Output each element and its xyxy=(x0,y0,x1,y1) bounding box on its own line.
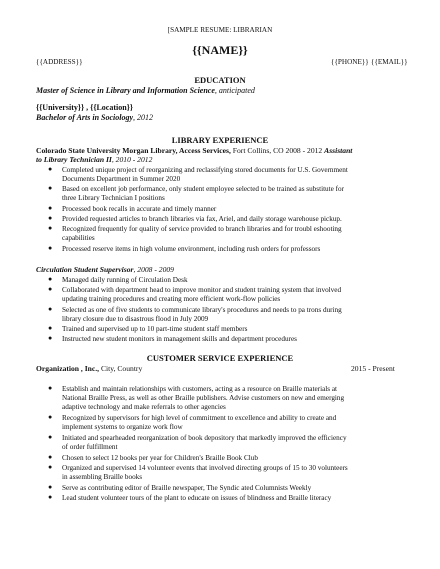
education-degree-2 xyxy=(36,114,153,122)
cs-job-header xyxy=(36,365,142,373)
list-item: implement systems to organize work flow xyxy=(62,423,183,431)
list-item: Completed unique project of reorganizing and reclassifying stored documents for U.S. Government xyxy=(62,166,348,174)
list-item: Documents Department in Summer 2020 xyxy=(62,175,181,183)
degree-2-name: Bachelor of Arts in Sociology xyxy=(36,113,134,122)
bullet-icon: ● xyxy=(48,275,53,283)
job-1-title-b: to Library Technician II xyxy=(36,155,112,164)
cs-dates: 2015 - Present xyxy=(351,364,395,373)
degree-2-year: , 2012 xyxy=(133,113,154,122)
bullet-icon: ● xyxy=(48,453,53,461)
job-1-dates: , 2010 - 2012 xyxy=(111,155,153,164)
bullet-icon: ● xyxy=(48,413,53,421)
degree-1-name: Master of Science in Library and Information Science xyxy=(36,86,215,95)
cs-org: Organization , Inc., xyxy=(36,364,100,373)
list-item: Chosen to select 12 books per year for Children's Braille Book Club xyxy=(62,454,258,462)
bullet-icon: ● xyxy=(48,285,53,293)
list-item: capabilities xyxy=(62,234,95,242)
document-title: [SAMPLE RESUME: LIBRARIAN xyxy=(167,26,273,34)
list-item: Initiated and spearheaded reorganization of book depository that markedly improved the efficiency xyxy=(62,434,347,442)
list-item: library closure due to disastrous flood in July 2009 xyxy=(62,315,209,323)
list-item: Recognized by supervisors for high level of commitment to excellence and ability to create and xyxy=(62,414,337,422)
phone: {{PHONE}} xyxy=(331,58,369,66)
list-item: Trained and supervised up to 10 part-time student staff members xyxy=(62,325,248,333)
bullet-icon: ● xyxy=(48,184,53,192)
list-item: Establish and maintain relationships with customers, acting as a resource on Braille materials at xyxy=(62,385,338,393)
list-item: Recognized frequently for quality of service provided to branch libraries and for troubl eshooting xyxy=(62,225,342,233)
list-item: Selected as one of five students to communicate library's procedures and needs to pa trons during xyxy=(62,306,342,314)
bullet-icon: ● xyxy=(48,244,53,252)
job-1-header xyxy=(36,147,352,155)
bullet-icon: ● xyxy=(48,165,53,173)
email: {{EMAIL}} xyxy=(371,58,408,66)
bullet-icon: ● xyxy=(48,204,53,212)
bullet-icon: ● xyxy=(48,324,53,332)
list-item: National Braille Press, as well as other Braille publishers. Advise customers on new and emerging xyxy=(62,394,345,402)
job-1-org: Colorado State University Morgan Library, Access Services, xyxy=(36,146,231,155)
candidate-name: {{NAME}} xyxy=(192,43,248,57)
library-experience-heading: LIBRARY EXPERIENCE xyxy=(171,135,269,145)
list-item: Serve as contributing editor of Braille newspaper, The Syndic ated Columnists Weekly xyxy=(62,484,312,492)
list-item: Processed reserve items in high volume environment, including rush orders for professors xyxy=(62,245,321,253)
list-item: Based on excellent job performance, only student employee selected to be trained as substitute for xyxy=(62,185,345,193)
bullet-icon: ● xyxy=(48,214,53,222)
list-item: Managed daily running of Circulation Desk xyxy=(62,276,188,284)
job-2-header xyxy=(36,266,174,274)
job-1-title-a: Assistant xyxy=(324,146,353,155)
customer-service-heading: CUSTOMER SERVICE EXPERIENCE xyxy=(146,353,294,363)
list-item: Instructed new student monitors in management skills and department procedures xyxy=(62,335,297,343)
job-1-location: Fort Collins, CO 2008 - 2012 xyxy=(230,146,325,155)
list-item: of order fulfillment xyxy=(62,443,118,451)
education-degree-1 xyxy=(36,87,255,95)
bullet-icon: ● xyxy=(48,384,53,392)
bullet-icon: ● xyxy=(48,483,53,491)
bullet-icon: ● xyxy=(48,224,53,232)
list-item: Collaborated with department head to improve monitor and student training system that involved xyxy=(62,286,342,294)
job-2-title: Circulation Student Supervisor xyxy=(36,265,134,274)
list-item: in assembling Braille books xyxy=(62,473,143,481)
education-institution: {{University}} , {{Location}} xyxy=(36,103,133,112)
list-item: Lead student volunteer tours of the plant to educate on issues of blindness and Braille literacy xyxy=(62,494,332,502)
bullet-icon: ● xyxy=(48,493,53,501)
bullet-icon: ● xyxy=(48,305,53,313)
bullet-icon: ● xyxy=(48,463,53,471)
job-2-dates: , 2008 - 2009 xyxy=(133,265,174,274)
list-item: updating training procedures and creating more efficient work-flow policies xyxy=(62,295,281,303)
list-item: Processed book recalls in accurate and timely manner xyxy=(62,205,217,213)
cs-location: City, Country xyxy=(99,364,143,373)
address: {{ADDRESS}} xyxy=(36,58,83,66)
list-item: Provided requested articles to branch libraries via fax, Ariel, and daily storage warehouse pickup. xyxy=(62,215,342,223)
job-1-title-line xyxy=(36,156,152,164)
bullet-icon: ● xyxy=(48,334,53,342)
education-heading: EDUCATION xyxy=(194,75,246,85)
bullet-icon: ● xyxy=(48,433,53,441)
list-item: three Library Technician I positions xyxy=(62,194,165,202)
list-item: adaptive technology and make referrals to other agencies xyxy=(62,403,226,411)
degree-1-status: , anticipated xyxy=(214,86,255,95)
list-item: Organized and supervised 14 volunteer events that involved directing groups of 15 to 30 volunteers xyxy=(62,464,348,472)
